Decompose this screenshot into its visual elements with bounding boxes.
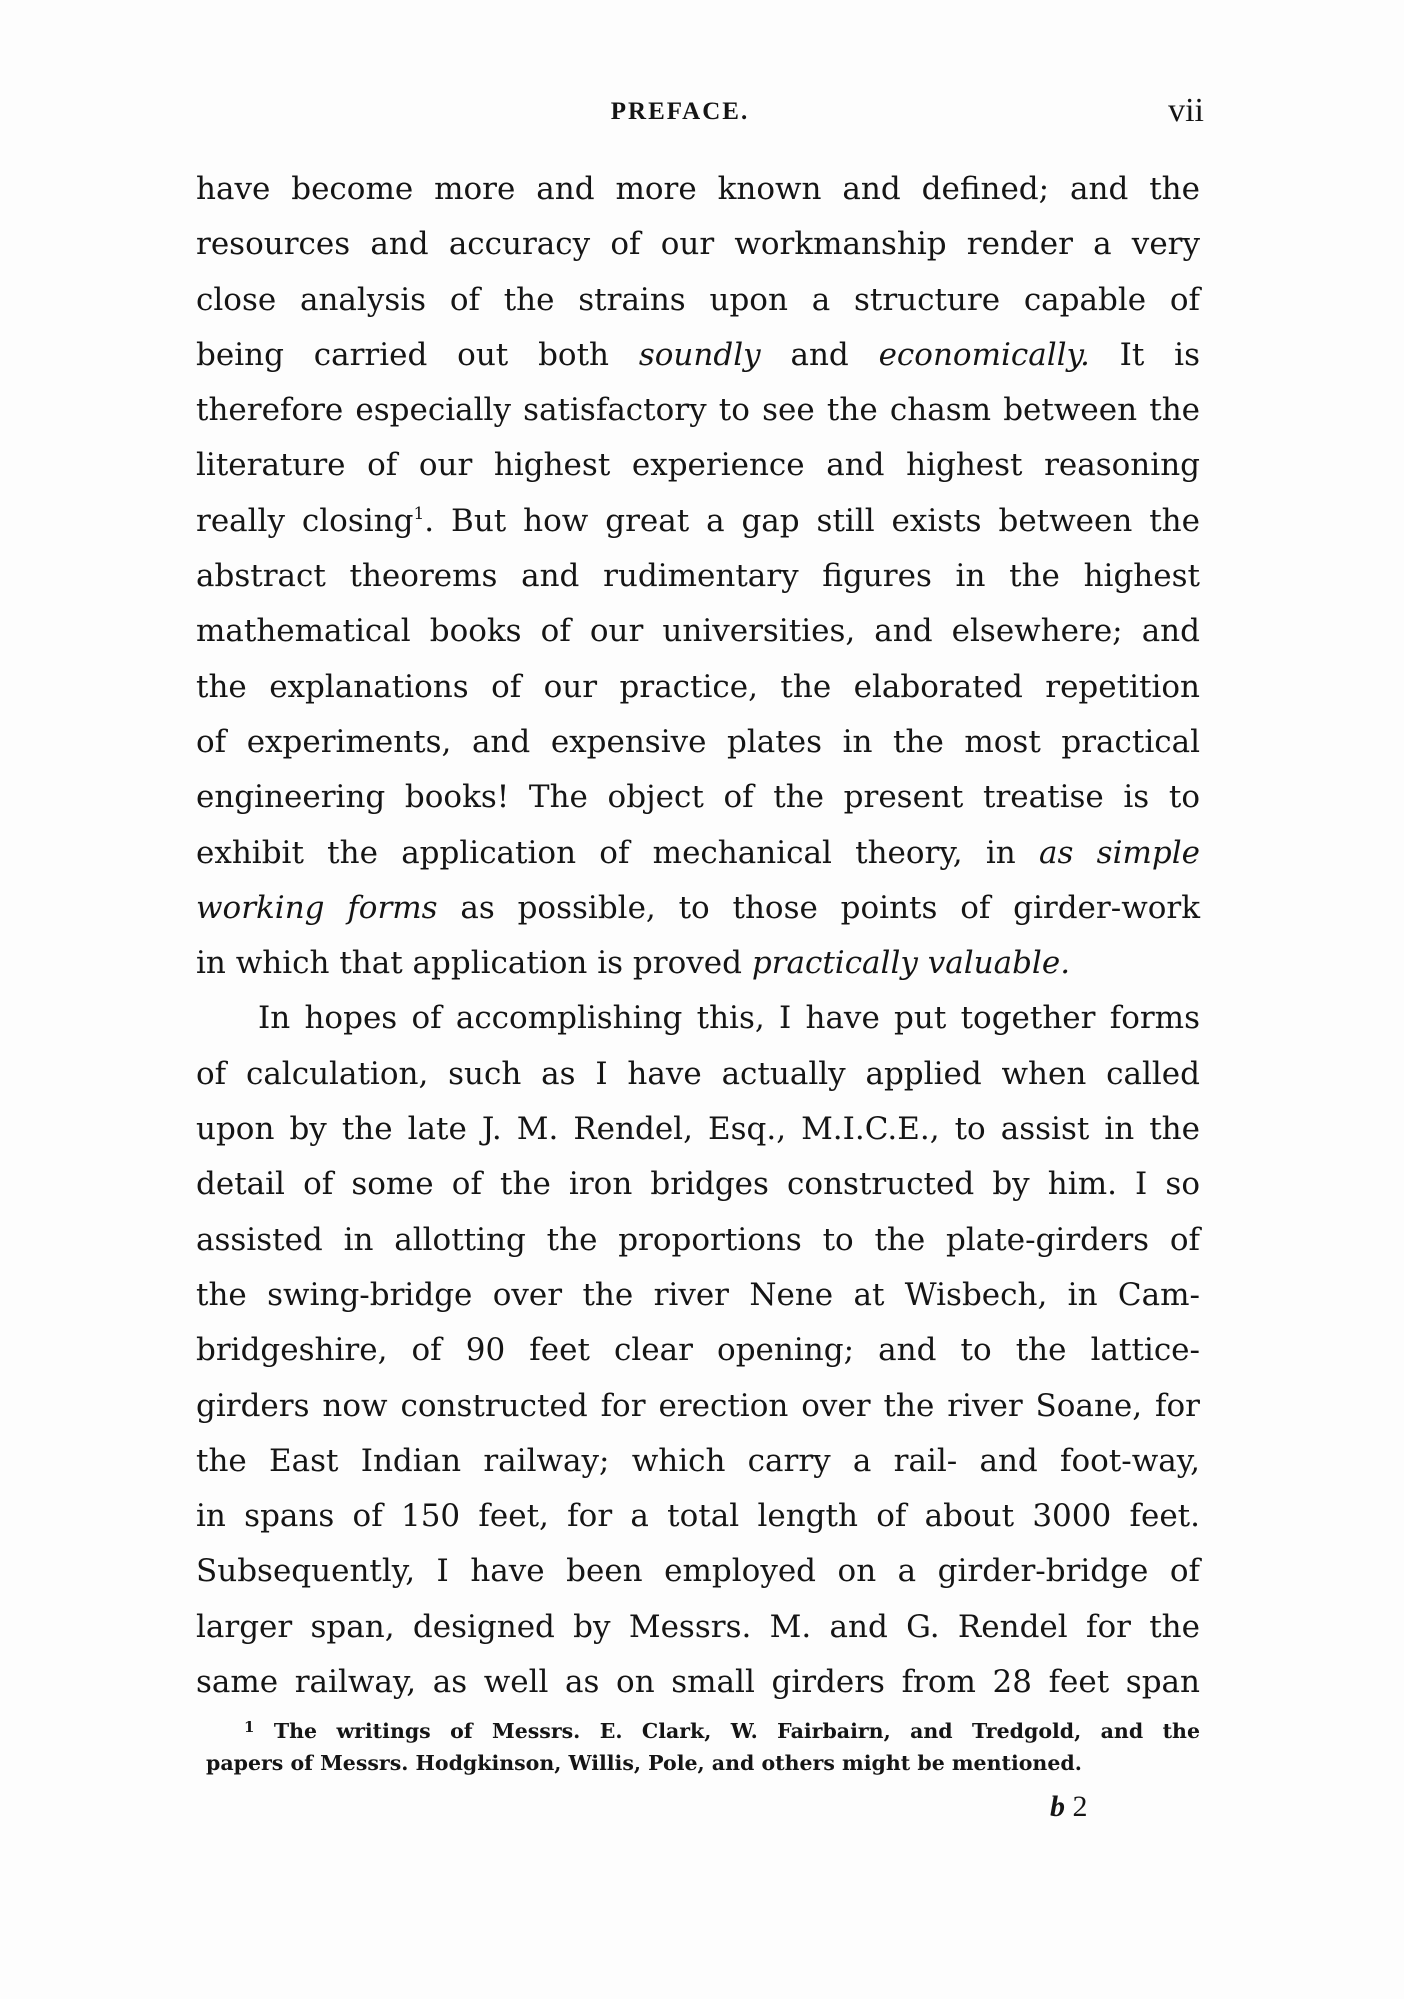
text-run: and [760,336,879,373]
footnote-line: papers of Messrs. Hodgkinson, Willis, Pole, and others might be mentioned. [206,1751,1082,1775]
footnote-line [206,1709,1200,1745]
text-run: It is [1089,336,1200,373]
italic-run: as simple [1039,834,1200,871]
paragraph-1 [196,162,1200,991]
footnote-reference: 1 [413,503,425,524]
text-line: have become more and more known and defined; and the [196,171,1200,207]
signature-mark [1050,1790,1088,1824]
text-line: therefore especially satisfactory to see the chasm between the [196,392,1200,429]
text-line: abstract theorems and rudimentary figures in the highest [196,558,1200,595]
text-run: exhibit the application of mechanical theory, in [196,834,1040,871]
text-line: same railway, as well as on small girders from 28 feet span [196,1664,1200,1701]
text-run: really closing [196,502,414,539]
footnote [206,1709,1200,1781]
text-line: the explanations of our practice, the elaborated repetition [196,668,1200,705]
signature-number: 2 [1072,1790,1088,1823]
text-line: upon by the late J. M. Rendel, Esq., M.I.C.E., to assist in the [196,1111,1200,1148]
body-text [196,162,1200,1710]
signature-letter: b [1050,1790,1065,1823]
italic-run: soundly [638,336,761,373]
paragraph-2 [196,991,1200,1710]
text-line [196,936,1200,991]
text-line: In hopes of accomplishing this, I have put together forms [258,1000,1200,1037]
page-header [0,92,1404,136]
text-run: as possible, to those points of girder-work [437,889,1200,926]
text-line: assisted in allotting the proportions to the plate-girders of [196,1221,1200,1258]
page-number: vii [1168,92,1204,129]
italic-run: economically. [878,336,1090,373]
text-line [196,881,1200,936]
text-run: . But how great a gap still exists between the [424,502,1200,539]
text-line: girders now constructed for erection over the river Soane, for [196,1387,1200,1424]
text-run: in which that application is proved [196,945,752,982]
text-line: of calculation, such as I have actually applied when called [196,1055,1200,1092]
text-line: Subsequently, I have been employed on a girder-bridge of [196,1553,1200,1590]
text-line: resources and accuracy of our workmanship render a very [196,226,1200,263]
text-line: larger span, designed by Messrs. M. and G. Rendel for the [196,1608,1200,1645]
text-line [196,328,1200,383]
text-line: bridgeshire, of 90 feet clear opening; and to the lattice- [196,1332,1200,1369]
footnote-marker: 1 [244,1718,255,1736]
text-line: literature of our highest experience and highest reasoning [196,447,1200,484]
text-line: the swing-bridge over the river Nene at Wisbech, in Cam- [196,1276,1200,1313]
text-line: mathematical books of our universities, and elsewhere; and [196,613,1200,650]
italic-run: practically valuable. [751,945,1071,982]
text-line: of experiments, and expensive plates in the most practical [196,723,1200,760]
italic-run: working forms [196,889,438,926]
running-head: PREFACE. [610,98,750,125]
text-line: close analysis of the strains upon a structure capable of [196,281,1200,318]
text-line: engineering books! The object of the present treatise is to [196,779,1200,816]
text-line: in spans of 150 feet, for a total length of about 3000 feet. [196,1498,1200,1535]
text-line: detail of some of the iron bridges constructed by him. I so [196,1166,1200,1203]
footnote-text: The writings of Messrs. E. Clark, W. Fairbairn, and Tredgold, and the [273,1719,1200,1743]
text-run: being carried out both [196,336,639,373]
text-line [196,826,1200,881]
text-line [196,494,1200,549]
text-line: the East Indian railway; which carry a rail- and foot-way, [196,1442,1200,1479]
